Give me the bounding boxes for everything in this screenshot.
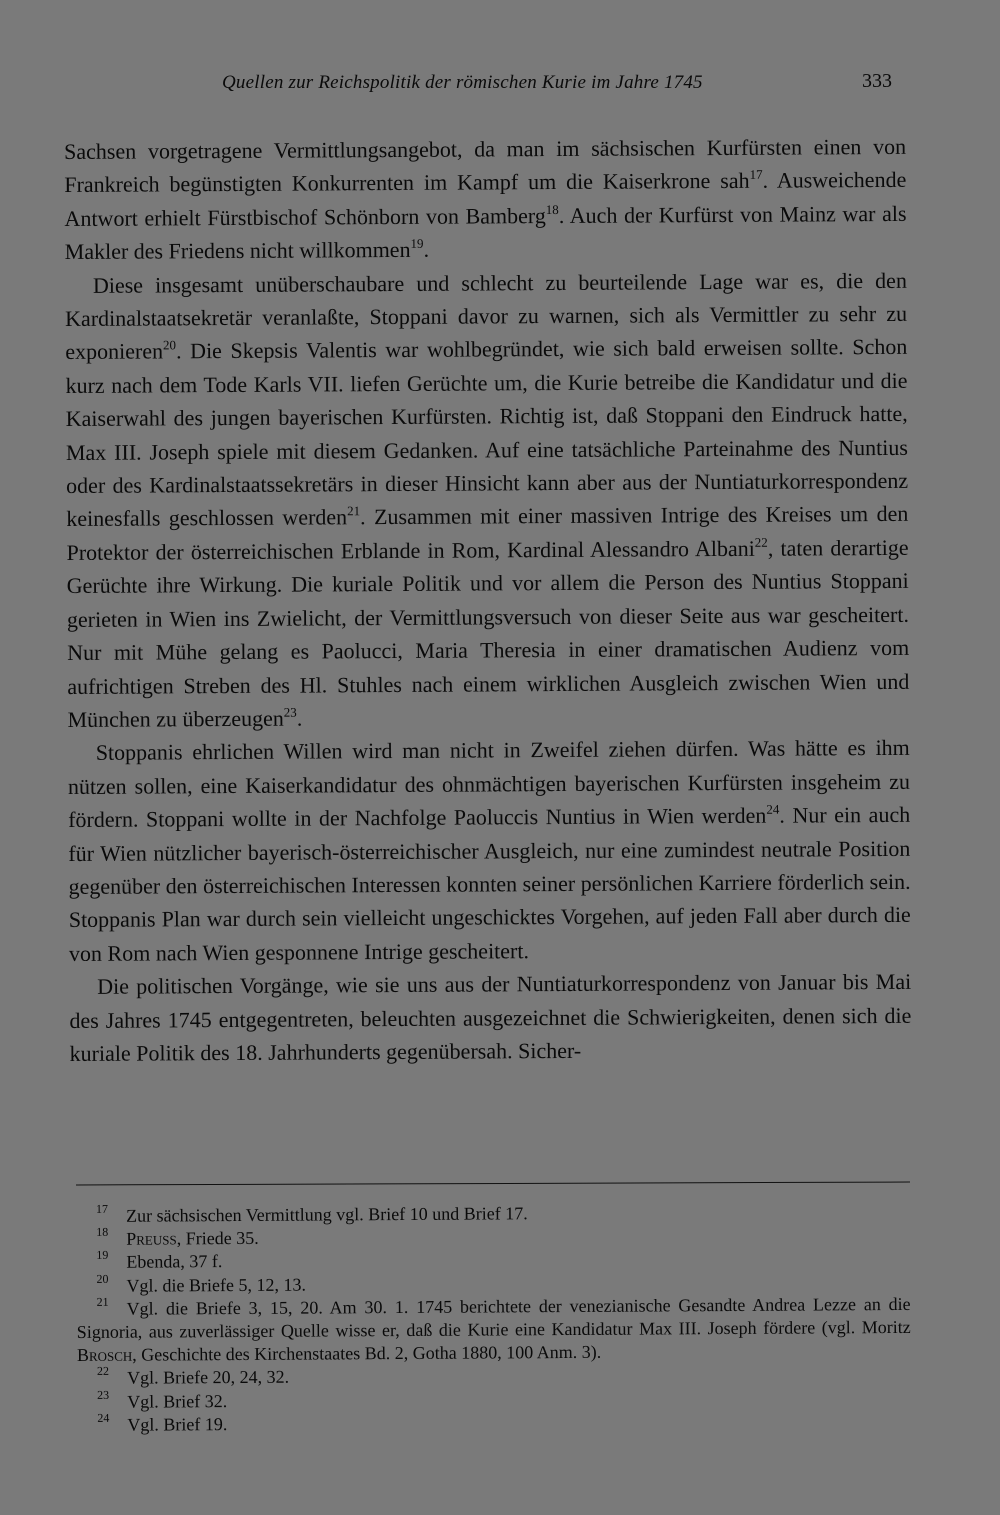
main-text — [64, 130, 912, 1071]
text-run: Stoppanis ehrlichen Willen wird man nicht in Zweifel ziehen dürfen. Was hätte es ihm nützen sollen, eine Kaiserkandidatur des ohnmächtigen bayerischen Kurfürsten insgeheim zu fördern. Stoppani wollte in der Nachfolge Paoluccis Nuntius in Wien werden — [67, 735, 911, 833]
footnote-number: 22 — [96, 1364, 110, 1379]
footnote-ref: 20 — [162, 337, 177, 353]
footnote-separator — [76, 1182, 910, 1186]
footnote-ref: 22 — [754, 534, 768, 550]
page-number: 333 — [862, 70, 892, 92]
paragraph-1 — [64, 130, 907, 269]
footnote-ref: 24 — [766, 801, 780, 817]
footnote-ref: 21 — [347, 503, 361, 519]
footnote-number: 20 — [96, 1271, 109, 1286]
footnote-text: Zur sächsischen Vermittlung vgl. Brief 10 und Brief 17. — [126, 1203, 528, 1226]
footnote-21 — [77, 1293, 911, 1368]
footnote-number: 24 — [97, 1410, 110, 1425]
text-run: Die politischen Vorgänge, wie sie uns aus der Nuntiaturkorrespondenz von Januar bis Mai des Jahres 1745 entgegentreten, beleuchten ausgezeichnet die Schwierigkeiten, denen sich die kuriale Politik des 18. Jahrhunderts gegenübersah. Sicher- — [69, 968, 912, 1066]
footnote-ref: 18 — [545, 201, 559, 217]
footnote-number: 19 — [96, 1248, 109, 1263]
author-name: Brosch — [76, 1344, 133, 1366]
footnote-text: Ebenda, 37 f. — [126, 1251, 223, 1273]
text-run: . Auch der Kurfürst von Mainz war als Makler des Friedens nicht willkommen — [64, 200, 907, 265]
text-run: . Die Skepsis Valentis war wohlbegründet, wie sich bald erweisen sollte. Schon kurz nach dem Tode Karls VII. liefen Gerüchte um, die Kurie betreibe die Kandidatur und die Kaiserwahl des jungen bayerischen Kurfürsten. Richtig ist, daß Stoppani den Eindruck hatte, Max III. Joseph spiele mit diesem Gedanken. Auf eine tatsächliche Parteinahme des Nuntius oder des Kardinalstaatssekretärs in dieser Hinsicht kann aber aus der Nuntiaturkorrespondenz keinesfalls geschlossen werden — [65, 334, 909, 532]
text-run: . Zusammen mit einer massiven Intrige des Kreises um den Protektor der österreichischen Erblande in Rom, Kardinal Alessandro Albani — [66, 501, 909, 565]
footnote-text: Vgl. Brief 32. — [127, 1390, 228, 1412]
text-run: . Nur ein auch für Wien nützlicher bayerisch-österreichischer Ausgleich, nur eine zumindest neutrale Position gegenüber den österreichischen Interessen konnten seiner persönlichen Karriere förderlich sein. Stoppanis Plan war durch sein vielleicht ungeschicktes Vorgehen, auf jeden Fall aber durch die von Rom nach Wien gesponnene Intrige gescheitert. — [68, 801, 911, 966]
text-run: . — [423, 236, 430, 263]
footnote-ref: 19 — [410, 236, 424, 252]
footnote-ref: 23 — [283, 704, 297, 720]
running-title: Quellen zur Reichspolitik der römischen Kurie im Jahre 1745 — [222, 72, 703, 93]
footnote-number: 23 — [97, 1387, 110, 1402]
footnote-text: , Geschichte des Kirchenstaates Bd. 2, Gotha 1880, 100 Anm. 3). — [132, 1342, 602, 1365]
footnote-24 — [77, 1409, 911, 1437]
text-run: . — [296, 705, 303, 731]
footnotes — [76, 1200, 911, 1437]
text-run: Sachsen vorgetragene Vermittlungsangebot, da man im sächsischen Kurfürsten einen von Frankreich begünstigten Konkurrenten im Kampf um die Kaiserkrone sah — [64, 133, 907, 198]
paragraph-2 — [65, 263, 910, 736]
footnote-number: 17 — [95, 1201, 109, 1216]
text-run: . Ausweichende Antwort erhielt Fürstbischof Schönborn von Bamberg — [64, 167, 907, 231]
author-name: Preuss — [126, 1228, 177, 1249]
footnote-text: Vgl. Briefe 20, 24, 32. — [126, 1367, 290, 1389]
paragraph-3 — [68, 731, 911, 970]
paragraph-4 — [69, 965, 912, 1070]
footnote-text: Vgl. die Briefe 3, 15, 20. Am 30. 1. 1745 berichtete der venezianische Gesandte Andrea Lezze an die Signoria, aus zuverlässiger Quelle wisse er, daß die Kurie eine Kandidatur Max III. Joseph fördere (vgl. Moritz — [76, 1293, 911, 1343]
footnote-text: , Friede 35. — [176, 1228, 259, 1249]
footnote-text: Vgl. die Briefe 5, 12, 13. — [126, 1274, 307, 1296]
text-run: , taten derartige Gerüchte ihre Wirkung. Die kuriale Politik und vor allem die Person des Nuntius Stoppani gerieten in Wien ins Zwielicht, der Vermittlungsversuch von dieser Seite aus war gescheitert. Nur mit Mühe gelang es Paolucci, Maria Theresia in einer dramatischen Audienz vom aufrichtigen Streben des Hl. Stuhles nach einem wirklichen Ausgleich zwischen Wien und München zu überzeugen — [66, 534, 910, 732]
footnote-number: 18 — [96, 1225, 109, 1240]
text-run: Diese insgesamt unüberschaubare und schlecht zu beurteilende Lage war es, die den Kardinalstaatsekretär veranlaßte, Stoppani davor zu warnen, sich als Vermittler zu sehr zu exponieren — [65, 267, 908, 365]
footnote-text: Vgl. Brief 19. — [127, 1413, 228, 1435]
footnote-number: 21 — [96, 1294, 109, 1309]
footnote-ref: 17 — [749, 167, 763, 183]
